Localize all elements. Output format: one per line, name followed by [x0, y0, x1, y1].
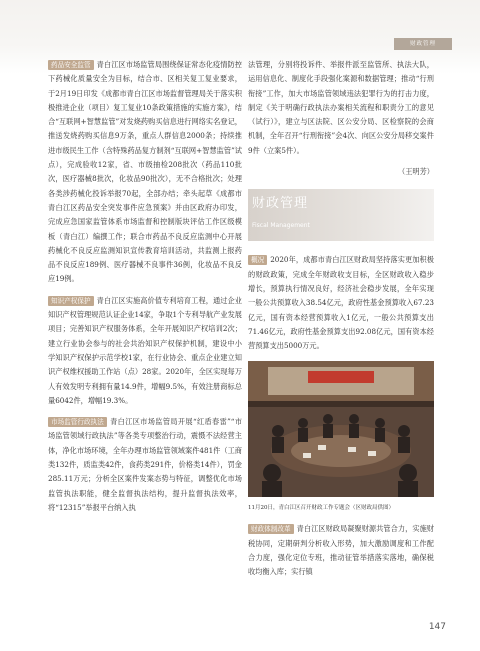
section-header-fiscal [248, 189, 434, 241]
left-column [48, 58, 242, 522]
tag-reform: 财政体制改革 [248, 524, 294, 534]
paragraph-text: 青白江区市场监管局开展“红盾春雷”“市场监管领域行政执法”等各类专项整治行动，震慑不法经营主体，净化市场环境，全年办理市场监管领域案件481件（工商类132件，质监类42件，食药类291件，价格类14件），罚金285.11万元；分析全区案件发案态势与特征，调整优化市场监管执法职能，健全监督执法结构，提升监督执法效率，将“12315”举报平台纳入执 [48, 417, 242, 512]
photo-caption: 11月20日，青白江区召开财政工作专题会（区财政局供图） [248, 505, 394, 512]
paragraph-ip-protection [48, 294, 242, 408]
paragraph-drug-safety [48, 58, 242, 287]
paragraph-text: 青白江区市场监管局围绕保证常态化疫情防控下药械化质量安全为目标，结合市、区相关复工复业要求，于2月19日印发《成都市青白江区市场监督管理局关于落实积极推进企业（项目）复工复业10条政策措施的实施方案》，结合“互联网+智慧监管”对发烧药购买信息进行网络实名登记，推送发烧药购买信息9万条，重点人群信息2000条；持续推进市级民生工作（含特殊药品复方制剂“互联网+智慧监管”试点），完成验收12家，省、市级抽检208批次（药品110批次，医疗器械8批次，化妆品90批次），无不合格批次；处理各类涉药械化投诉举报70起，全部办结；牵头起草《成都市青白江区药品安全突发事件应急预案》并由区政府办印发，完成应急国家监管体系市场监督和控制版块评估工作区级模板（青白江）编撰工作；联合市药品不良反应监测中心开展药械化不良反应监测知识宣传教育培训活动，共监测上报药品不良反应189例、医疗器械不良事件36例，化妆品不良反应19例。 [48, 60, 242, 284]
tag-enforcement: 市场监管行政执法 [48, 417, 107, 427]
section-tab: 财政管理 [394, 38, 452, 50]
paragraph-continuation: 法管理，分别将投诉件、举报件派至监管所、执法大队，运用信息化、制度化手段强化案源和数据管理；推动“行刑衔接”工作，加大市场监管领域违法犯罪行为的打击力度，制定《关于明确行政执法办案相关流程和职责分工的意见（试行）》，建立与区法院、区公安分局、区检察院的会商机制，全年召开“行刑衔接”会4次、向区公安分局移交案件9件（立案5件）。 [248, 60, 434, 155]
tag-ip-protection: 知识产权保护 [48, 296, 94, 306]
meeting-photo-illustration [248, 361, 434, 497]
paragraph-text: 青白江区财政局凝聚财源共管合力，实施财税协同，定期研判分析收入形势，加大激励调度和工作配合力度，强化定位专班，推动征管举措落实落地，确保税收均衡入库；实行镇 [248, 524, 434, 577]
tag-overview: 概况 [248, 255, 267, 265]
paragraph-enforcement [48, 415, 242, 515]
section-title: 财政管理 [252, 196, 309, 212]
meeting-photo [248, 361, 434, 497]
paragraph-reform [248, 522, 434, 579]
page-number: 147 [428, 622, 446, 632]
right-column [248, 58, 434, 587]
author-credit: （王明芳） [398, 167, 434, 177]
paragraph-text: 2020年，成都市青白江区财政局坚持落实更加积极的财政政策，完成全年财政收支目标，全区财政收入稳步增长，预算执行情况良好，经济社会稳步发展，全年实现一般公共预算收入38.54亿元，政府性基金预算收入67.23亿元，国有资本经营预算收入1亿元，一般公共预算支出71.46亿元，政府性基金预算支出92.08亿元，国有资本经营预算支出5000万元。 [248, 255, 434, 351]
tag-drug-safety: 药品安全监管 [48, 60, 94, 70]
paragraph-text: 青白江区实施高价值专利培育工程，通过企业知识产权管理规范认证企业14家，争取1个专利导航产业发展项目；完善知识产权服务体系，全年开展知识产权培训2次；建立行业协会参与的社会共治知识产权保护机制，建设中小学知识产权保护示范学校1家，在行业协会、重点企业建立知识产权维权援助工作站（点）28家。2020年，全区实现每万人有效发明专利拥有量14.9件，增幅9.5%，有效注册商标总量6042件，增幅19.3%。 [48, 295, 242, 405]
paragraph-overview [248, 253, 434, 353]
section-subtitle: Fiscal Management [252, 222, 310, 230]
